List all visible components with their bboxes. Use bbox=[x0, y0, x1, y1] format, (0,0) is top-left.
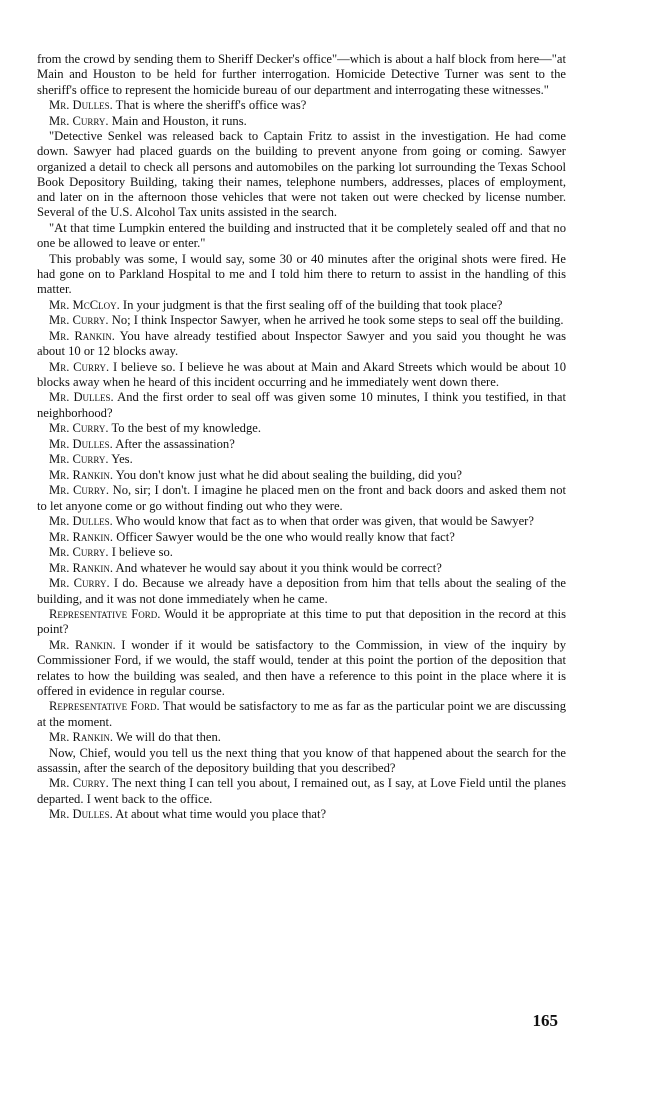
paragraph-text: "Detective Senkel was released back to Captain Fritz to assist in the investigation. He had come down. Sawyer had placed guards on the building to prevent anyone from going or coming. Sawyer organized a detail to check all persons and automobiles on the parking lot surrounding the Texas School Book Depository Building, taking their names, telephone numbers, addresses, places of employment, and later on in the afternoon those vehicles that were not taken out were checked by license number. Several of the U.S. Alcohol Tax units assisted in the search. bbox=[37, 129, 566, 220]
paragraph-text: I do. Because we already have a deposition from him that tells about the sealing of the building, and it was not done immediately when he came. bbox=[37, 576, 567, 606]
speaker-name: Mr. Curry. bbox=[49, 545, 109, 560]
speaker-name: Mr. Dulles. bbox=[49, 390, 114, 405]
paragraph-text: You have already testified about Inspector Sawyer and you said you thought he was about 10 or 12 blocks away. bbox=[37, 328, 566, 359]
paragraph-text: The next thing I can tell you about, I remained out, as I say, at Love Field until the planes departed. I went back to the office. bbox=[37, 776, 567, 806]
speaker-name: Mr. McCloy. bbox=[49, 297, 120, 312]
paragraph-text: At about what time would you place that? bbox=[115, 807, 327, 822]
transcript-paragraph bbox=[37, 390, 566, 421]
paragraph-text: In your judgment is that the first sealing off of the building that took place? bbox=[122, 297, 503, 312]
speaker-name: Representative Ford. bbox=[49, 607, 161, 622]
paragraph-text: You don't know just what he did about sealing the building, did you? bbox=[115, 467, 462, 482]
transcript-paragraph bbox=[37, 576, 566, 607]
paragraph-text: I wonder if it would be satisfactory to the Commission, in view of the inquiry by Commissioner Ford, if we would, the staff would, tender at this point the portion of the deposition that relates to how the building was sealed, and then have a reference to this point in the place where it is offered in evidence in regular course. bbox=[37, 638, 566, 698]
transcript-paragraph bbox=[37, 746, 566, 777]
speaker-name: Mr. Dulles. bbox=[49, 514, 113, 529]
speaker-name: Mr. Curry. bbox=[49, 113, 109, 128]
speaker-name: Mr. Rankin. bbox=[49, 638, 116, 653]
speaker-name: Mr. Curry. bbox=[49, 776, 109, 791]
speaker-name: Mr. Curry. bbox=[49, 359, 110, 374]
speaker-name: Mr. Dulles. bbox=[49, 807, 113, 822]
transcript-paragraph bbox=[37, 699, 566, 730]
transcript-paragraph bbox=[37, 252, 566, 298]
transcript-paragraph bbox=[37, 638, 566, 699]
transcript-body bbox=[37, 52, 566, 823]
speaker-name: Representative Ford. bbox=[49, 699, 160, 714]
transcript-paragraph bbox=[37, 483, 566, 514]
paragraph-text: To the best of my knowledge. bbox=[111, 421, 261, 436]
paragraph-text: Who would know that fact as to when that order was given, that would be Sawyer? bbox=[115, 514, 534, 529]
transcript-paragraph bbox=[37, 468, 566, 483]
paragraph-text: Officer Sawyer would be the one who would really know that fact? bbox=[116, 529, 455, 544]
paragraph-text: After the assassination? bbox=[115, 436, 235, 451]
transcript-paragraph bbox=[37, 514, 566, 529]
paragraph-text: I believe so. I believe he was about at Main and Akard Streets which would be about 10 blocks away when he heard of this incident occurring and he immediately went down there. bbox=[37, 359, 566, 389]
transcript-paragraph bbox=[37, 607, 566, 638]
paragraph-text: Main and Houston, it runs. bbox=[111, 113, 247, 128]
paragraph-text: This probably was some, I would say, some 30 or 40 minutes after the original shots were fired. He had gone on to Parkland Hospital to me and I told him there to return to assist in the handling of this matter. bbox=[37, 251, 566, 297]
transcript-paragraph bbox=[37, 114, 566, 129]
transcript-paragraph bbox=[37, 313, 566, 328]
paragraph-text: Yes. bbox=[111, 452, 133, 467]
speaker-name: Mr. Dulles. bbox=[49, 436, 113, 451]
transcript-paragraph bbox=[37, 776, 566, 807]
paragraph-text: And the first order to seal off was given some 10 minutes, I think you testified, in that neighborhood? bbox=[37, 390, 566, 420]
transcript-paragraph bbox=[37, 437, 566, 452]
transcript-paragraph bbox=[37, 561, 566, 576]
paragraph-text: Would it be appropriate at this time to put that deposition in the record at this point? bbox=[37, 607, 567, 637]
transcript-paragraph bbox=[37, 421, 566, 436]
page-number: 165 bbox=[532, 1011, 558, 1030]
transcript-paragraph bbox=[37, 360, 566, 391]
speaker-name: Mr. Dulles. bbox=[49, 98, 113, 113]
transcript-paragraph bbox=[37, 98, 566, 113]
speaker-name: Mr. Rankin. bbox=[49, 730, 114, 745]
speaker-name: Mr. Curry. bbox=[49, 452, 109, 467]
speaker-name: Mr. Curry. bbox=[49, 421, 109, 436]
transcript-paragraph bbox=[37, 298, 566, 313]
transcript-paragraph bbox=[37, 129, 566, 221]
speaker-name: Mr. Curry. bbox=[49, 313, 109, 328]
speaker-name: Mr. Rankin. bbox=[49, 560, 114, 575]
transcript-paragraph bbox=[37, 452, 566, 467]
paragraph-text: We will do that then. bbox=[115, 730, 221, 745]
transcript-paragraph bbox=[37, 807, 566, 822]
paragraph-text: I believe so. bbox=[111, 545, 173, 560]
transcript-paragraph bbox=[37, 221, 566, 252]
paragraph-text: That would be satisfactory to me as far as the particular point we are discussing at the moment. bbox=[37, 699, 567, 729]
paragraph-text: That is where the sheriff's office was? bbox=[115, 98, 307, 113]
speaker-name: Mr. Rankin. bbox=[49, 328, 115, 343]
paragraph-text: from the crowd by sending them to Sheriff Decker's office"—which is about a half block from here—"at Main and Houston to be held for further interrogation. Homicide Detective Turner was sent to the sheriff's office to represent the homicide bureau of our department and interrogating these witnesses." bbox=[37, 52, 566, 97]
transcript-paragraph bbox=[37, 329, 566, 360]
speaker-name: Mr. Rankin. bbox=[49, 529, 114, 544]
paragraph-text: No, sir; I don't. I imagine he placed men on the front and back doors and asked them not to let anyone come or go without finding out who they were. bbox=[37, 483, 567, 513]
speaker-name: Mr. Curry. bbox=[49, 483, 110, 498]
transcript-paragraph bbox=[37, 545, 566, 560]
transcript-paragraph bbox=[37, 52, 566, 98]
paragraph-text: And whatever he would say about it you think would be correct? bbox=[115, 560, 442, 575]
paragraph-text: Now, Chief, would you tell us the next thing that you know of that happened about the search for the assassin, after the search of the depository building that you described? bbox=[37, 745, 566, 775]
paragraph-text: No; I think Inspector Sawyer, when he arrived he took some steps to seal off the building. bbox=[111, 313, 564, 328]
transcript-paragraph bbox=[37, 730, 566, 745]
speaker-name: Mr. Rankin. bbox=[49, 467, 114, 482]
paragraph-text: "At that time Lumpkin entered the building and instructed that it be completely sealed off and that no one be allowed to leave or enter." bbox=[37, 220, 566, 251]
speaker-name: Mr. Curry. bbox=[49, 576, 110, 591]
transcript-paragraph bbox=[37, 530, 566, 545]
